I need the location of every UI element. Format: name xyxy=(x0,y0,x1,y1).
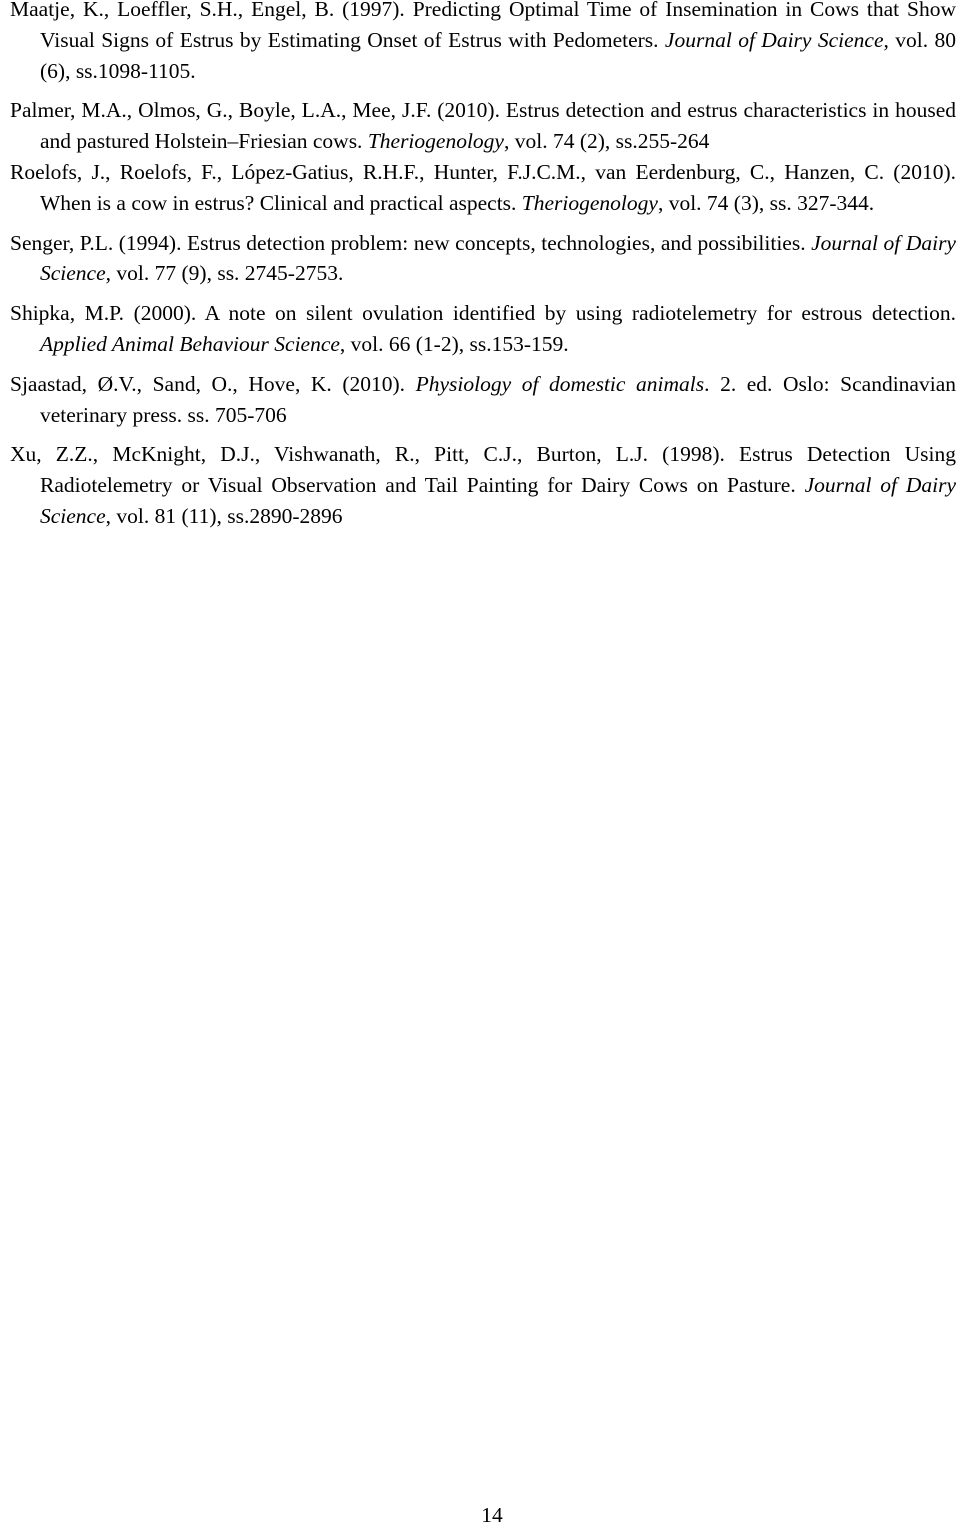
reference-details: , vol. 66 (1-2), ss.153-159. xyxy=(339,331,569,356)
journal-title: Journal of Dairy Science xyxy=(40,473,956,528)
reference-xu-1998 xyxy=(10,439,956,531)
reference-details: , vol. 77 (9), ss. 2745-2753. xyxy=(105,261,344,286)
reference-details: , vol. 80 (6), ss.1098-1105. xyxy=(40,27,956,83)
reference-text: Maatje, K., Loeffler, S.H., Engel, B. (1997). Predicting Optimal Time of Insemination in Cows that Show Visual Signs of Estrus by Estimating Onset of Estrus with Pedometers. xyxy=(10,0,956,52)
journal-title: Journal of Dairy Science xyxy=(40,230,956,286)
reference-details: , vol. 74 (2), ss.255-264 xyxy=(503,129,710,154)
reference-text: Shipka, M.P. (2000). A note on silent ovulation identified by using radiotelemetry for estrous detection. xyxy=(10,301,956,326)
page-number: 14 xyxy=(481,1503,503,1527)
journal-title: Journal of Dairy Science xyxy=(664,27,884,52)
journal-title: Theriogenology xyxy=(367,129,504,154)
reference-maatje-1997 xyxy=(10,0,956,86)
reference-details: , vol. 81 (11), ss.2890-2896 xyxy=(105,503,343,528)
reference-sjaastad-2010 xyxy=(10,369,956,431)
reference-list xyxy=(10,0,956,541)
reference-palmer-2010 xyxy=(10,95,956,157)
book-title: Physiology of domestic animals xyxy=(415,371,705,396)
reference-shipka-2000 xyxy=(10,298,956,360)
reference-text: Xu, Z.Z., McKnight, D.J., Vishwanath, R., Pitt, C.J., Burton, L.J. (1998). Estrus Detection Using Radiotelemetry or Visual Observation and Tail Painting for Dairy Cows on Pasture. xyxy=(10,442,956,498)
reference-text: Palmer, M.A., Olmos, G., Boyle, L.A., Mee, J.F. (2010). Estrus detection and estrus characteristics in housed and pastured Holstein–Friesian cows. xyxy=(10,98,956,154)
journal-title: Theriogenology xyxy=(521,190,658,215)
reference-text: Roelofs, J., Roelofs, F., López-Gatius, R.H.F., Hunter, F.J.C.M., van Eerdenburg, C., Hanzen, C. (2010). When is a cow in estrus? Clinical and practical aspects. xyxy=(10,159,956,215)
reference-details: . 2. ed. Oslo: Scandinavian veterinary press. ss. 705-706 xyxy=(40,371,956,427)
reference-roelofs-2010 xyxy=(10,157,956,219)
reference-text: Sjaastad, Ø.V., Sand, O., Hove, K. (2010). xyxy=(10,371,416,396)
reference-text: Senger, P.L. (1994). Estrus detection problem: new concepts, technologies, and possibilities. xyxy=(10,230,812,255)
reference-details: , vol. 74 (3), ss. 327-344. xyxy=(657,190,875,215)
reference-senger-1994 xyxy=(10,228,956,290)
journal-title: Applied Animal Behaviour Science xyxy=(40,331,340,356)
